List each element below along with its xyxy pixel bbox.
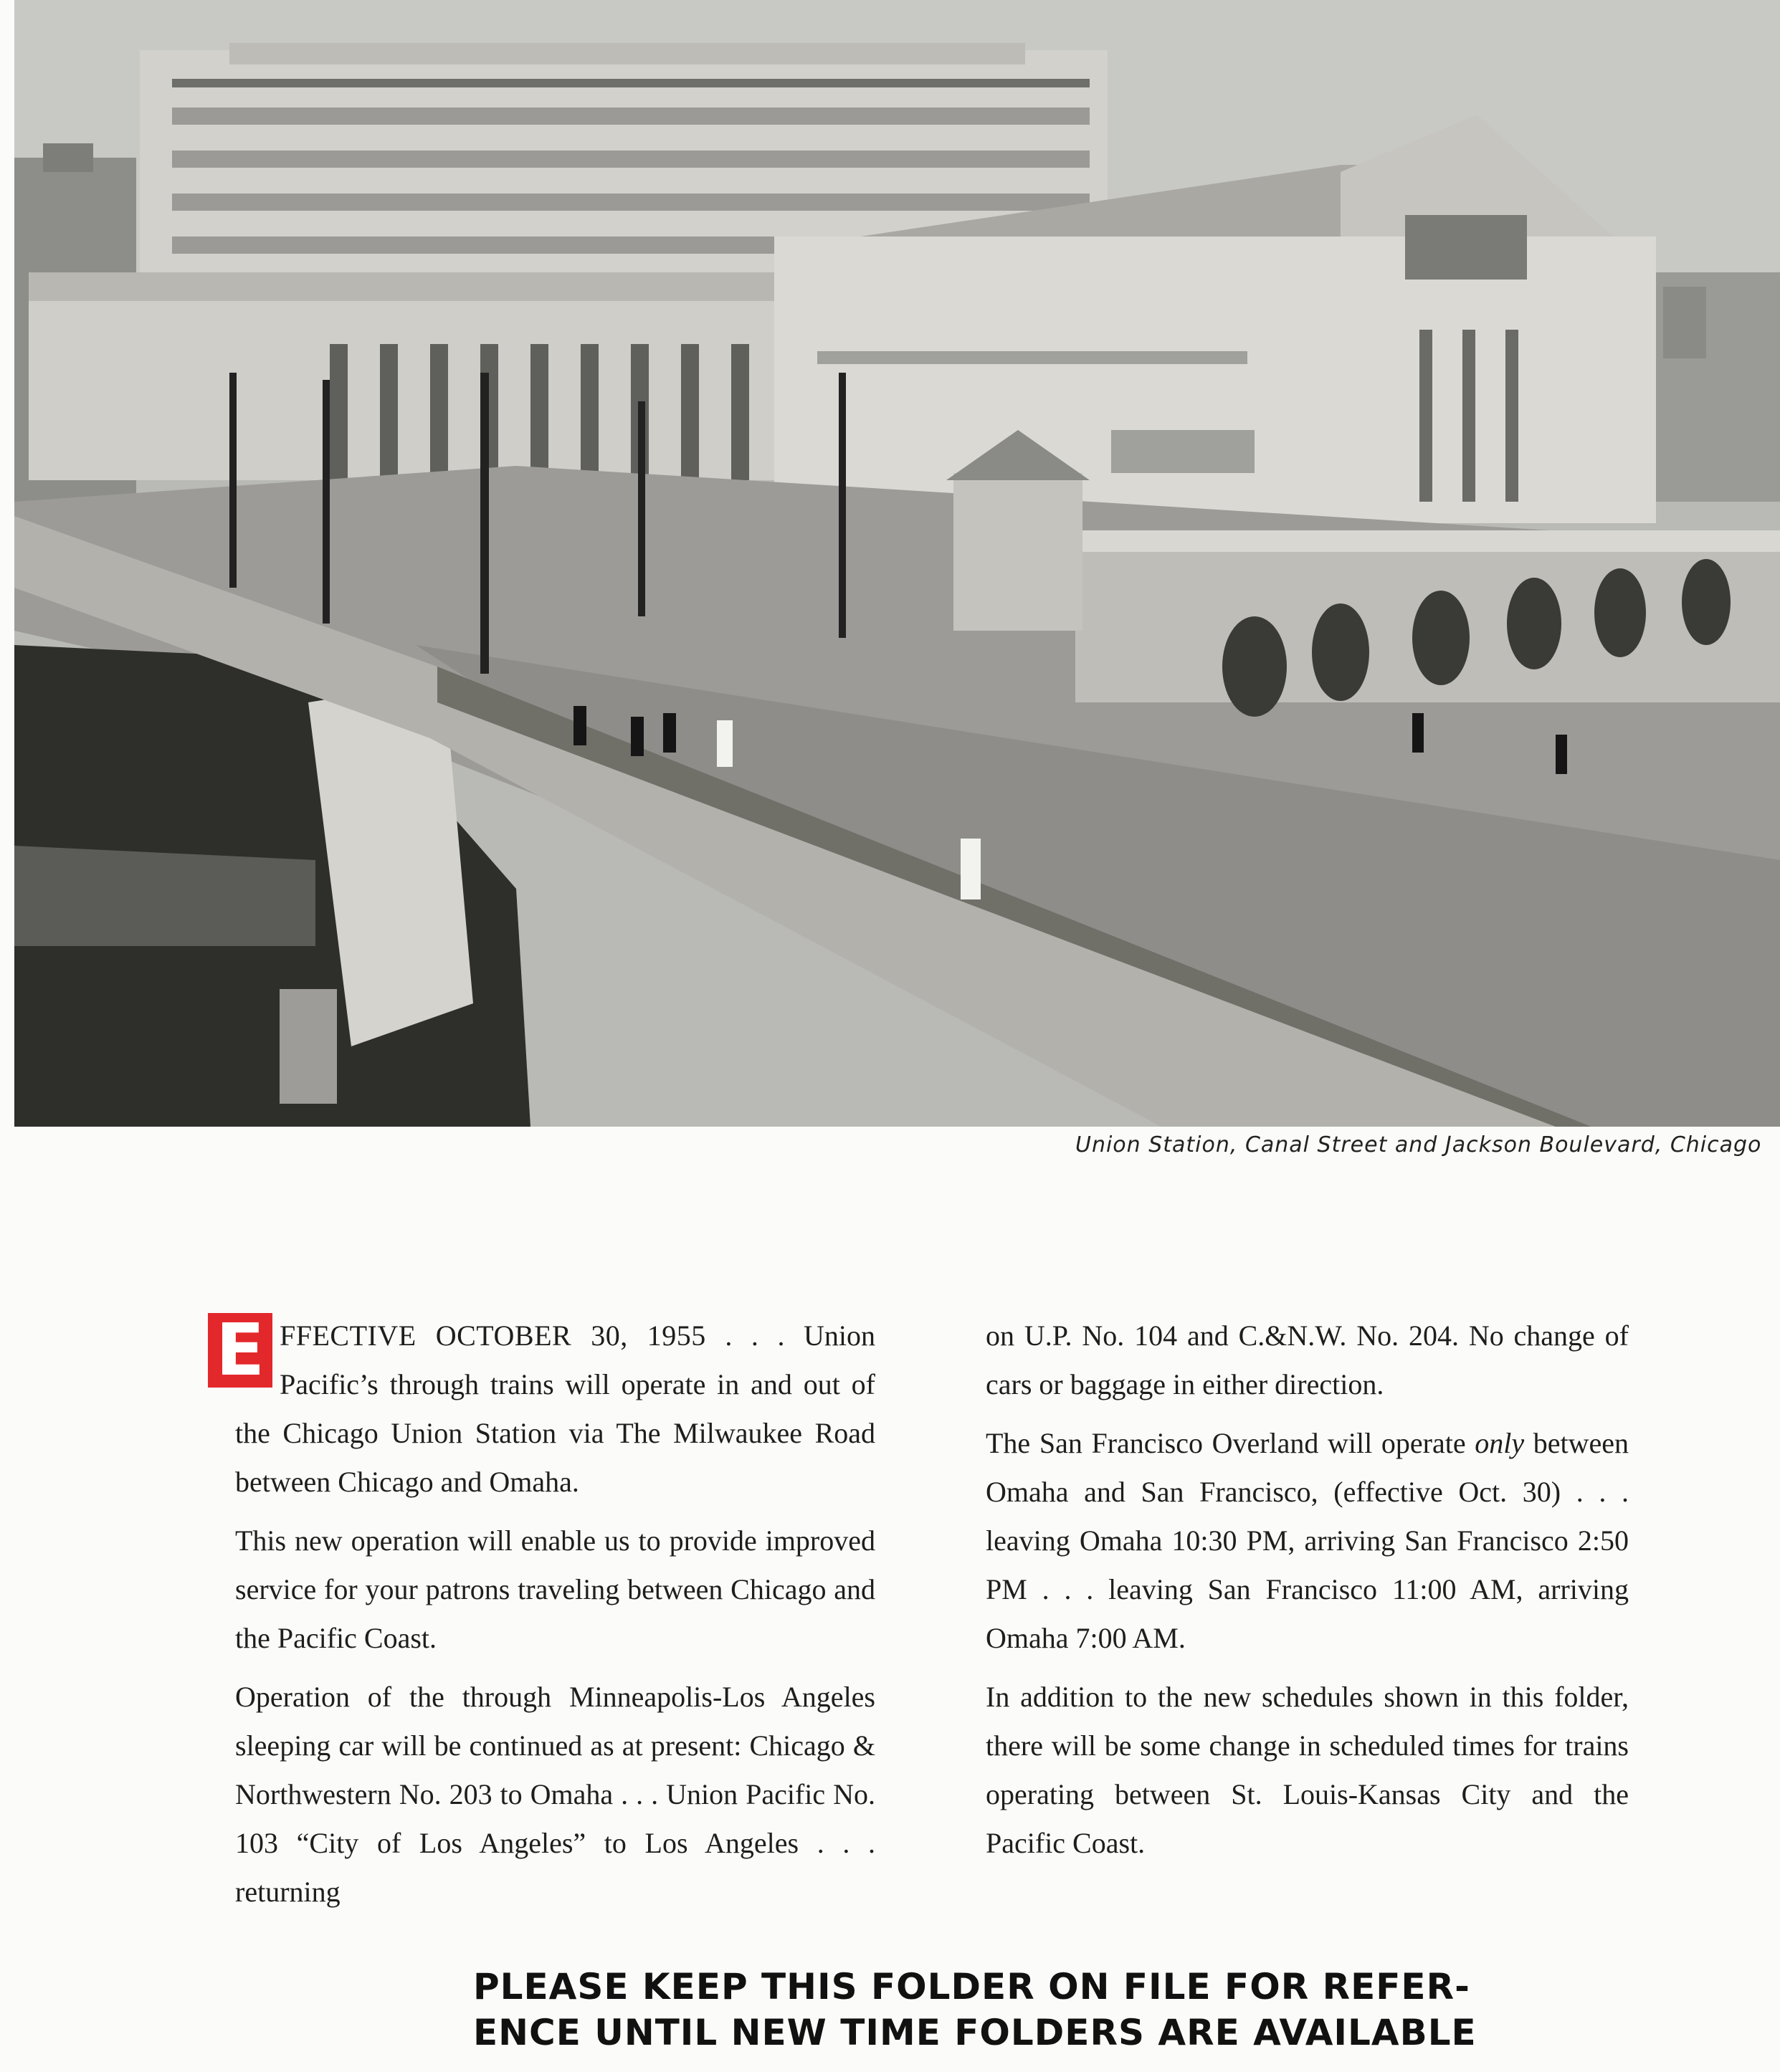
overland-text-before: The San Francisco Overland will operate: [986, 1427, 1475, 1459]
drop-cap: E: [208, 1313, 272, 1388]
notice-line-1: PLEASE KEEP THIS FOLDER ON FILE FOR REFER-: [473, 1966, 1470, 2007]
paragraph-schedule-changes: In addition to the new schedules shown in this folder, there will be some change in scheduled times for trains operating between St. Louis-Kansas City and the Pacific Coast.: [986, 1681, 1629, 1859]
paragraph-sleeping-car: Operation of the through Minneapolis-Los Angeles sleeping car will be continued as at present: Chicago & Northwestern No. 203 to Omaha . . . Union Pacific No. 103 “City of Los Angeles” to Los Angeles . . . returning: [235, 1681, 875, 1908]
lead-caps-text: FFECTIVE OCTOBER 30, 1955: [280, 1319, 706, 1352]
photo-illustration: [14, 0, 1780, 1127]
lead-paragraph: [215, 1308, 876, 1507]
notice-line-2: ENCE UNTIL NEW TIME FOLDERS ARE AVAILABLE: [473, 2012, 1477, 2053]
lead-text: . . . Union Pacific’s through trains will operate in and out of the Chicago Union Station via The Milwaukee Road between Chicago and Omaha.: [235, 1319, 876, 1498]
overland-text-after: between Omaha and San Francisco, (effective Oct. 30) . . . leaving Omaha 10:30 PM, arriving San Francisco 2:50 PM . . . leaving San Francisco 11:00 AM, arriving Omaha 7:00 AM.: [986, 1427, 1629, 1654]
article-right-column: [986, 1312, 1629, 1878]
photo-caption: Union Station, Canal Street and Jackson Boulevard, Chicago: [1075, 1132, 1762, 1157]
overland-emphasis: only: [1475, 1427, 1525, 1459]
article-left-column: [215, 1308, 876, 1927]
keep-folder-notice: [473, 1964, 1477, 2056]
paragraph-sleeping-car-continued: on U.P. No. 104 and C.&N.W. No. 204. No change of cars or baggage in either direction.: [986, 1319, 1629, 1400]
paragraph-new-operation: This new operation will enable us to provide improved service for your patrons traveling between Chicago and the Pacific Coast.: [235, 1524, 875, 1654]
union-station-photo: [14, 0, 1780, 1127]
paragraph-overland: [986, 1419, 1629, 1663]
